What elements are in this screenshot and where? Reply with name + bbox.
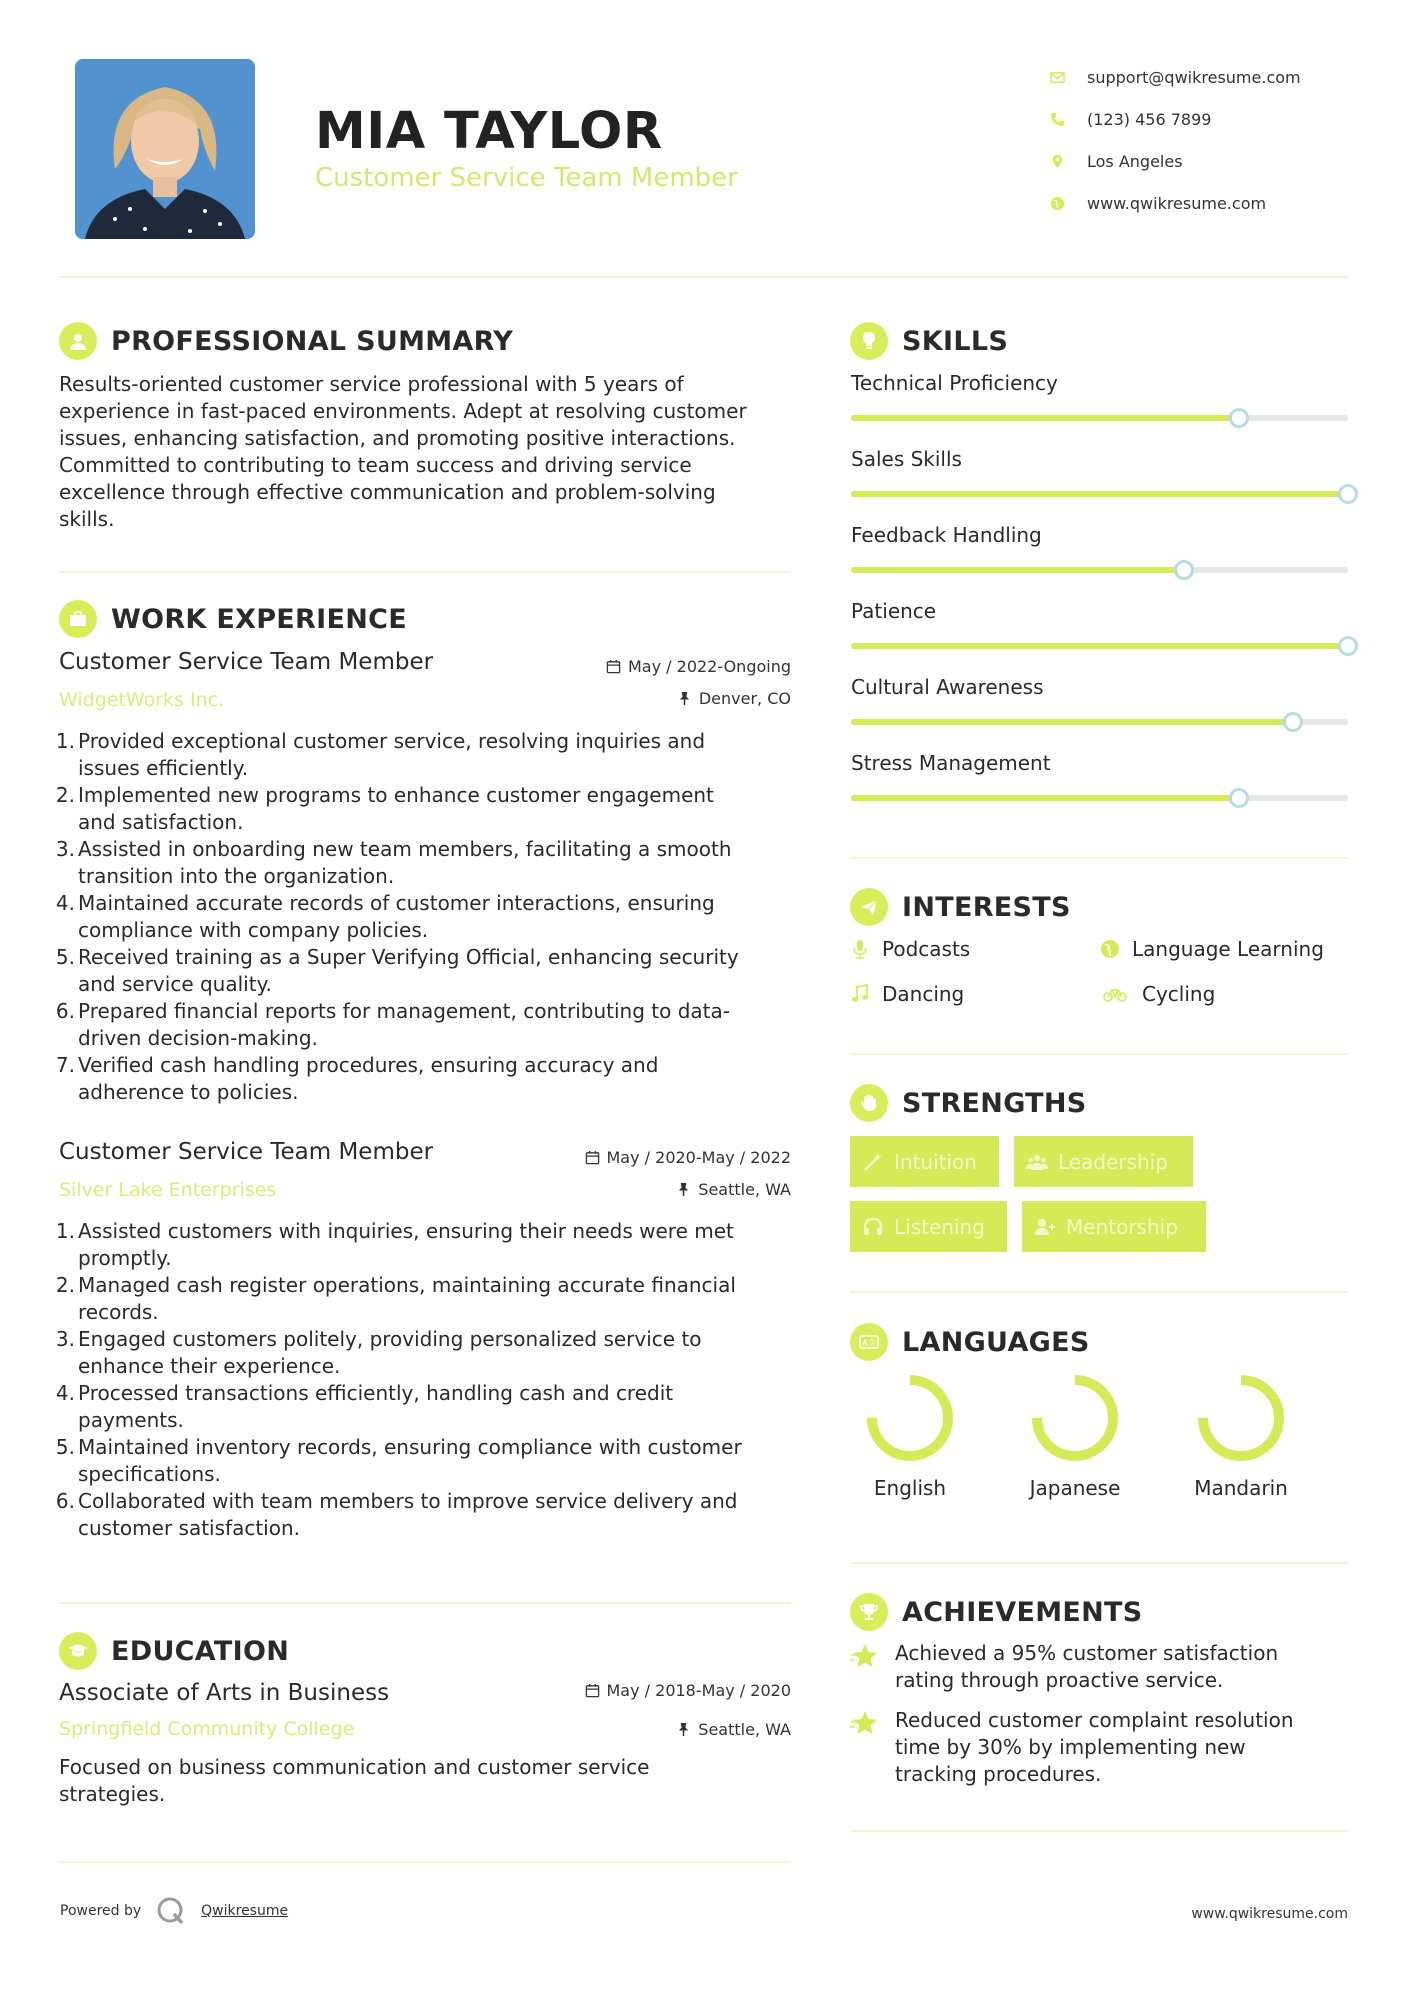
list-item: 4. Maintained accurate records of customer interactions, ensuring compliance with company policies. — [55, 891, 715, 942]
job-company: Silver Lake Enterprises — [59, 1179, 277, 1201]
profile-photo — [75, 59, 255, 239]
list-item: 3. Assisted in onboarding new team members, facilitating a smooth transition into the organization. — [55, 837, 732, 888]
summary-line: excellence through effective communication and problem-solving — [59, 480, 716, 504]
skill-bar-knob — [1338, 636, 1358, 656]
skill-bar-fill — [851, 643, 1348, 649]
skill-bar-knob — [1229, 788, 1249, 808]
list-item: 6. Prepared financial reports for management, contributing to data- driven decision-making. — [55, 999, 730, 1050]
languages-heading — [850, 1323, 1090, 1361]
contact-email[interactable] — [1050, 56, 1301, 98]
language-ring — [1193, 1370, 1289, 1466]
star-icon — [850, 1641, 880, 1671]
interest-label: Podcasts — [882, 937, 971, 961]
contact-website-text: www.qwikresume.com — [1087, 193, 1267, 213]
job-title: Customer Service Team Member — [59, 1139, 434, 1165]
job-duties — [55, 1218, 795, 1542]
interests-divider — [850, 1053, 1348, 1055]
qwikresume-logo-icon — [155, 1895, 187, 1927]
list-item: 6. Collaborated with team members to improve service delivery and customer satisfaction. — [55, 1489, 738, 1540]
summary-divider — [59, 571, 791, 573]
achievement-line: tracking procedures. — [895, 1762, 1102, 1786]
strength-tag — [1014, 1136, 1193, 1187]
strength-label: Mentorship — [1066, 1214, 1178, 1239]
list-item: 5. Maintained inventory records, ensuring compliance with customer specifications. — [55, 1435, 742, 1486]
skill-bar-knob — [1283, 712, 1303, 732]
languages-heading-text: LANGUAGES — [902, 1326, 1090, 1358]
strength-label: Listening — [894, 1214, 985, 1239]
contact-email-text: support@qwikresume.com — [1087, 67, 1301, 87]
trophy-icon — [850, 1593, 888, 1631]
star-icon — [850, 1708, 880, 1738]
strengths-divider — [850, 1291, 1348, 1293]
education-heading — [59, 1632, 289, 1670]
experience-heading — [59, 600, 407, 638]
lightbulb-icon — [850, 322, 888, 360]
skill-bar — [851, 719, 1348, 725]
job-location-text: Denver, CO — [698, 689, 791, 708]
achievements-heading-text: ACHIEVEMENTS — [902, 1596, 1143, 1628]
experience-divider — [59, 1602, 791, 1604]
summary-heading — [59, 322, 513, 360]
bicycle-icon — [1100, 984, 1130, 1004]
job-location-text: Seattle, WA — [698, 1180, 791, 1199]
interest-item — [850, 982, 964, 1006]
interests-heading-text: INTERESTS — [902, 891, 1071, 923]
job-dates — [606, 657, 791, 676]
strength-tag — [850, 1136, 999, 1187]
magic-wand-icon — [862, 1151, 884, 1173]
language-ring — [1027, 1370, 1123, 1466]
skill-label: Cultural Awareness — [851, 675, 1044, 699]
language-ring — [862, 1370, 958, 1466]
education-dates-text: May / 2018-May / 2020 — [606, 1681, 791, 1700]
calendar-icon — [585, 1150, 600, 1165]
strength-label: Leadership — [1058, 1149, 1168, 1174]
strength-tag — [1022, 1201, 1206, 1252]
translate-icon — [850, 1323, 888, 1361]
strength-label: Intuition — [894, 1149, 977, 1174]
briefcase-icon — [59, 600, 97, 638]
user-icon — [59, 322, 97, 360]
footer-website[interactable]: www.qwikresume.com — [1191, 1906, 1348, 1922]
language-ring-arc — [1203, 1380, 1279, 1456]
job-company: WidgetWorks Inc. — [59, 689, 225, 711]
qwikresume-link[interactable]: Qwikresume — [201, 1903, 289, 1919]
contact-website[interactable] — [1050, 182, 1301, 224]
job-location — [677, 689, 791, 708]
hand-icon — [850, 1084, 888, 1122]
contact-location-text: Los Angeles — [1087, 151, 1183, 171]
summary-text — [59, 371, 799, 533]
skill-label: Sales Skills — [851, 447, 962, 471]
language-item — [1015, 1370, 1135, 1500]
skill-bar — [851, 491, 1348, 497]
job-title: Customer Service Team Member — [59, 649, 434, 675]
interests-heading — [850, 888, 1071, 926]
interest-label: Dancing — [882, 982, 965, 1006]
summary-line: Committed to contributing to team success and driving service — [59, 453, 692, 477]
language-ring-arc — [872, 1380, 948, 1456]
education-divider — [59, 1861, 791, 1863]
list-item: 2. Implemented new programs to enhance customer engagement and satisfaction. — [55, 783, 714, 834]
language-label: Mandarin — [1194, 1476, 1288, 1500]
job-location — [676, 1180, 791, 1199]
language-label: Japanese — [1029, 1476, 1121, 1500]
languages-divider — [850, 1562, 1348, 1564]
globe-icon — [1050, 196, 1087, 211]
skill-bar — [851, 795, 1348, 801]
skill-bar — [851, 567, 1348, 573]
education-line: Focused on business communication and customer service — [59, 1755, 650, 1779]
skill-label: Feedback Handling — [851, 523, 1042, 547]
contact-location — [1050, 140, 1301, 182]
calendar-icon — [585, 1683, 600, 1698]
education-location — [676, 1720, 791, 1739]
group-icon — [1026, 1151, 1048, 1173]
interest-label: Language Learning — [1132, 937, 1324, 961]
education-line: strategies. — [59, 1782, 166, 1806]
language-item — [850, 1370, 970, 1500]
pushpin-icon — [676, 1182, 691, 1197]
skill-bar — [851, 643, 1348, 649]
skill-label: Stress Management — [851, 751, 1051, 775]
interest-item — [1100, 937, 1324, 961]
achievement-item — [850, 1707, 1348, 1788]
footer-powered-by — [60, 1895, 288, 1927]
achievement-line: Reduced customer complaint resolution — [895, 1708, 1294, 1732]
calendar-icon — [606, 659, 621, 674]
interest-item — [1100, 982, 1215, 1006]
strengths-heading-text: STRENGTHS — [902, 1087, 1087, 1119]
education-location-text: Seattle, WA — [698, 1720, 791, 1739]
list-item: 3. Engaged customers politely, providing personalized service to enhance their experience. — [55, 1327, 702, 1378]
graduation-cap-icon — [59, 1632, 97, 1670]
achievement-item — [850, 1640, 1348, 1694]
headphones-icon — [862, 1216, 884, 1238]
summary-heading-text: PROFESSIONAL SUMMARY — [111, 325, 514, 357]
list-item: 1. Assisted customers with inquiries, ensuring their needs were met promptly. — [55, 1219, 734, 1270]
candidate-title: Customer Service Team Member — [315, 163, 738, 193]
list-item: 4. Processed transactions efficiently, handling cash and credit payments. — [55, 1381, 674, 1432]
skills-heading-text: SKILLS — [902, 325, 1009, 357]
summary-line: Results-oriented customer service professional with 5 years of — [59, 372, 684, 396]
summary-line: skills. — [59, 507, 115, 531]
contact-phone-text: (123) 456 7899 — [1087, 109, 1212, 129]
summary-line: experience in fast-paced environments. Adept at resolving customer — [59, 399, 747, 423]
achievements-heading — [850, 1593, 1143, 1631]
skill-bar-fill — [851, 567, 1184, 573]
language-ring-arc — [1037, 1380, 1113, 1456]
degree-title: Associate of Arts in Business — [59, 1680, 390, 1706]
job-dates — [585, 1148, 792, 1167]
interest-item — [850, 937, 970, 961]
achievement-line: time by 30% by implementing new — [895, 1735, 1246, 1759]
skill-label: Patience — [851, 599, 937, 623]
phone-icon — [1050, 112, 1087, 127]
globe-icon — [1100, 939, 1120, 959]
experience-heading-text: WORK EXPERIENCE — [111, 603, 407, 635]
list-item: 7. Verified cash handling procedures, ensuring accuracy and adherence to policies. — [55, 1053, 659, 1104]
skill-label: Technical Proficiency — [851, 371, 1058, 395]
interest-label: Cycling — [1142, 982, 1216, 1006]
education-description — [59, 1754, 799, 1808]
education-dates — [585, 1681, 792, 1700]
list-item: 1. Provided exceptional customer service, resolving inquiries and issues efficiently. — [55, 729, 706, 780]
achievement-line: rating through proactive service. — [895, 1668, 1224, 1692]
map-pin-icon — [1050, 154, 1087, 169]
svg-text:A文: A文 — [862, 1338, 876, 1348]
education-heading-text: EDUCATION — [111, 1635, 290, 1667]
user-plus-icon — [1034, 1216, 1056, 1238]
skill-bar-fill — [851, 491, 1348, 497]
skill-bar-knob — [1229, 408, 1249, 428]
skills-heading — [850, 322, 1008, 360]
microphone-icon — [850, 939, 870, 959]
skills-divider — [850, 857, 1348, 859]
music-note-icon — [850, 984, 870, 1004]
job-dates-text: May / 2022-Ongoing — [628, 657, 791, 676]
header-divider — [59, 276, 1348, 278]
list-item: 5. Received training as a Super Verifying Official, enhancing security and service quality. — [55, 945, 739, 996]
skill-bar — [851, 415, 1348, 421]
job-duties — [55, 728, 795, 1106]
skill-bar-fill — [851, 719, 1293, 725]
school-name: Springfield Community College — [59, 1718, 355, 1740]
envelope-icon — [1050, 70, 1087, 85]
skill-bar-knob — [1174, 560, 1194, 580]
list-item: 2. Managed cash register operations, maintaining accurate financial records. — [55, 1273, 736, 1324]
achievements-divider — [850, 1830, 1348, 1832]
language-item — [1181, 1370, 1301, 1500]
skill-bar-knob — [1338, 484, 1358, 504]
pushpin-icon — [677, 691, 692, 706]
job-dates-text: May / 2020-May / 2022 — [606, 1148, 791, 1167]
strength-tag — [850, 1201, 1007, 1252]
language-label: English — [873, 1476, 947, 1500]
contact-list — [1050, 56, 1301, 224]
candidate-name: MIA TAYLOR — [315, 102, 663, 161]
skill-bar-fill — [851, 795, 1239, 801]
powered-by-text: Powered by — [60, 1903, 142, 1919]
skill-bar-fill — [851, 415, 1239, 421]
paper-plane-icon — [850, 888, 888, 926]
contact-phone[interactable] — [1050, 98, 1301, 140]
strengths-heading — [850, 1084, 1087, 1122]
pushpin-icon — [676, 1722, 691, 1737]
summary-line: issues, enhancing satisfaction, and promoting positive interactions. — [59, 426, 736, 450]
achievement-line: Achieved a 95% customer satisfaction — [895, 1641, 1279, 1665]
